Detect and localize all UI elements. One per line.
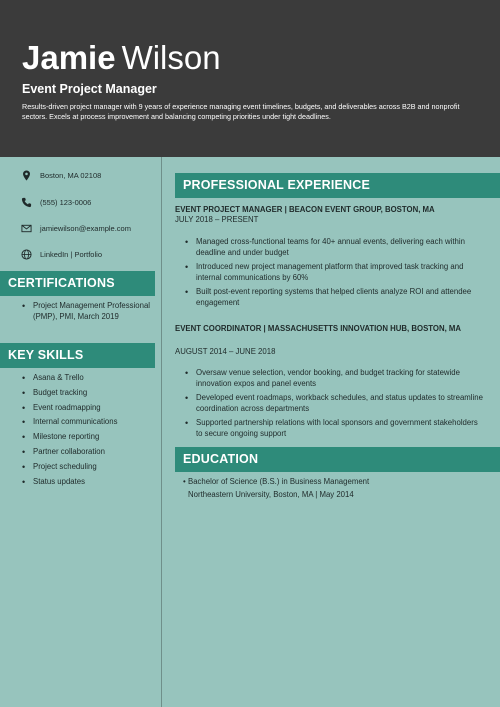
resume-header	[0, 0, 500, 157]
skill-item: • Partner collaboration	[20, 447, 160, 458]
degree-text: Bachelor of Science (B.S.) in Business Management	[188, 477, 370, 486]
skill-item: • Budget tracking	[20, 388, 160, 399]
experience-heading: PROFESSIONAL EXPERIENCE	[175, 173, 500, 198]
skill-item: • Event roadmapping	[20, 403, 160, 414]
location-text: Boston, MA 02108	[40, 170, 102, 180]
skill-item: • Internal communications	[20, 417, 160, 428]
job-2-bullets	[183, 368, 483, 443]
bullet-marker: •	[183, 477, 186, 486]
globe-icon	[20, 248, 32, 260]
skill-item: • Asana & Trello	[20, 373, 160, 384]
email-icon	[20, 222, 32, 234]
candidate-name	[22, 40, 221, 76]
skill-item: • Project scheduling	[20, 462, 160, 473]
bullet-item: • Developed event roadmaps, workback schedules, and status updates to streamline coordination across departments	[183, 393, 483, 414]
email-text[interactable]: jamiewilson@example.com	[40, 223, 131, 233]
education-text	[188, 475, 488, 501]
bullet-item: • Oversaw venue selection, vendor booking, and budget tracking for statewide innovation expos and panel events	[183, 368, 483, 389]
school-text: Northeastern University, Boston, MA | May 2014	[188, 490, 354, 499]
professional-summary: Results-driven project manager with 9 years of experience managing event timelines, budgets, and deliverables across B2B and nonprofit sectors. Excels at process improvement and balancing competing priorities under tight deadlines.	[22, 102, 460, 121]
bullet-item: • Managed cross-functional teams for 40+ annual events, delivering each within deadline and under budget	[183, 237, 483, 258]
contact-phone	[20, 196, 91, 208]
first-name: Jamie	[22, 39, 116, 76]
education-heading: EDUCATION	[175, 447, 500, 472]
job-1-title: EVENT PROJECT MANAGER | BEACON EVENT GROUP, BOSTON, MA	[175, 205, 435, 214]
key-skills-heading: KEY SKILLS	[0, 343, 155, 368]
map-pin-icon	[20, 169, 32, 181]
bullet-item: • Introduced new project management platform that improved task tracking and internal communications by 60%	[183, 262, 483, 283]
job-1-dates: JULY 2018 – PRESENT	[175, 215, 259, 224]
contact-email[interactable]	[20, 222, 131, 234]
column-divider	[161, 157, 162, 707]
skill-item: • Milestone reporting	[20, 432, 160, 443]
contact-links[interactable]	[20, 248, 102, 260]
job-1-bullets	[183, 237, 483, 312]
skills-list	[20, 373, 160, 491]
bullet-item: • Built post-event reporting systems that helped clients analyze ROI and attendee engagement	[183, 287, 483, 308]
bullet-item: • Supported partnership relations with local sponsors and government stakeholders to secure ongoing support	[183, 418, 483, 439]
job-title-headline: Event Project Manager	[22, 82, 157, 96]
phone-text: (555) 123-0006	[40, 197, 92, 207]
certifications-heading: CERTIFICATIONS	[0, 271, 155, 296]
phone-icon	[20, 196, 32, 208]
last-name: Wilson	[121, 39, 221, 76]
certification-item: • Project Management Professional (PMP), PMI, March 2019	[20, 301, 160, 322]
contact-location	[20, 169, 101, 181]
links-text[interactable]: LinkedIn | Portfolio	[40, 249, 102, 259]
job-2-title: EVENT COORDINATOR | MASSACHUSETTS INNOVATION HUB, BOSTON, MA	[175, 324, 462, 333]
certifications-list	[20, 301, 160, 322]
job-2-dates: AUGUST 2014 – JUNE 2018	[175, 347, 276, 356]
skill-item: • Status updates	[20, 477, 160, 488]
